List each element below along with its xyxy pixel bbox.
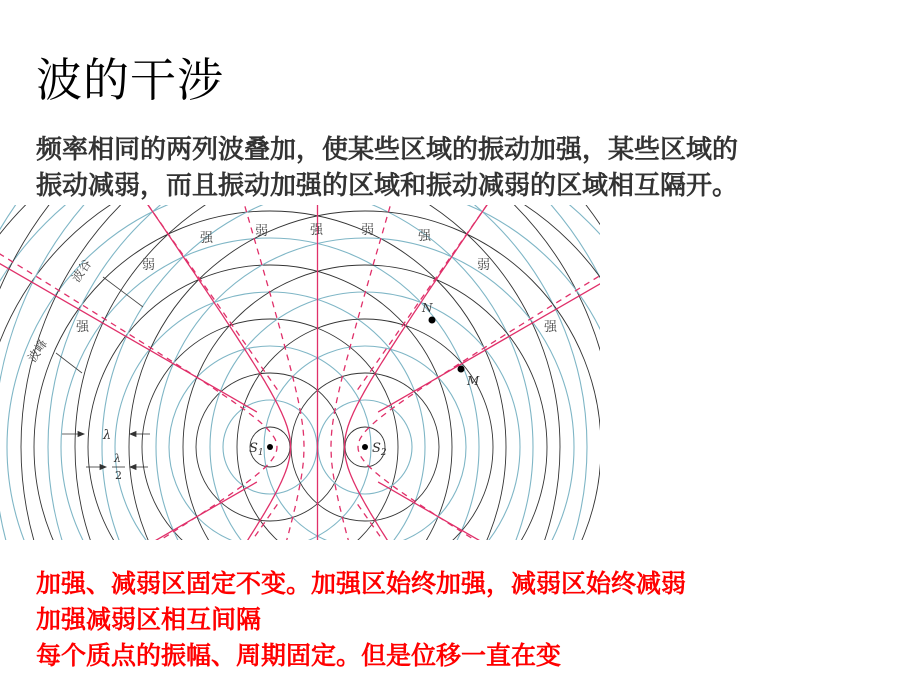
strong-label-top-2: 强	[310, 223, 324, 238]
point-m-dot	[458, 366, 465, 373]
intro-line-1: 频率相同的两列波叠加，使某些区域的振动加强，某些区域的	[36, 135, 739, 165]
slide-title: 波的干涉	[36, 53, 224, 107]
source-2-dot	[362, 444, 368, 450]
weak-ray-6	[358, 205, 559, 390]
strong-label-right: 强	[544, 320, 558, 335]
note-line-2: 加强减弱区相互间隔	[36, 605, 262, 634]
strong-ray-1	[0, 237, 257, 412]
point-n-dot	[429, 317, 436, 324]
intro-line-2: 振动减弱，而且振动加强的区域和振动减弱的区域相互隔开。	[36, 171, 739, 201]
source-2-label: $S_2$	[372, 441, 387, 458]
source-1-dot	[267, 444, 273, 450]
interference-diagram	[0, 205, 600, 545]
half-lambda-numerator: λ	[114, 452, 121, 465]
wavefront-circle-s2-5	[237, 319, 493, 545]
strong-label-top-3: 强	[418, 229, 432, 244]
weak-label-right: 弱	[477, 258, 491, 273]
weak-label-left: 弱	[142, 258, 156, 273]
half-lambda-denominator: 2	[115, 469, 122, 482]
wavefront-circle-s2-10	[102, 205, 600, 545]
point-m-label: M	[467, 374, 480, 388]
note-line-1: 加强、减弱区固定不变。加强区始终加强，减弱区始终减弱	[36, 569, 687, 598]
lambda-label: λ	[103, 428, 112, 443]
wavefront-circle-s1-6	[115, 292, 425, 545]
trough-label: 波谷	[68, 257, 95, 285]
strong-label-left: 强	[76, 320, 90, 335]
weak-ray-5	[77, 205, 278, 390]
wavefront-circle-s1-5	[142, 319, 398, 545]
intro-text	[36, 132, 896, 204]
weak-label-top-1: 弱	[255, 224, 269, 239]
weak-label-top-2: 弱	[361, 223, 375, 238]
note-line-3: 每个质点的振幅、周期固定。但是位移一直在变	[36, 641, 562, 670]
wavefront-circles	[0, 205, 600, 545]
source-1-label: $S_1$	[249, 441, 264, 458]
strong-line-1	[0, 205, 291, 545]
notes	[36, 566, 686, 674]
strong-label-top-1: 强	[200, 231, 214, 246]
wavefront-circle-s2-11	[75, 205, 600, 545]
point-n-label: N	[422, 301, 433, 315]
wavefront-circle-s2-6	[210, 292, 520, 545]
trough-leader	[103, 277, 143, 307]
crest-label: 波峰	[24, 337, 51, 365]
